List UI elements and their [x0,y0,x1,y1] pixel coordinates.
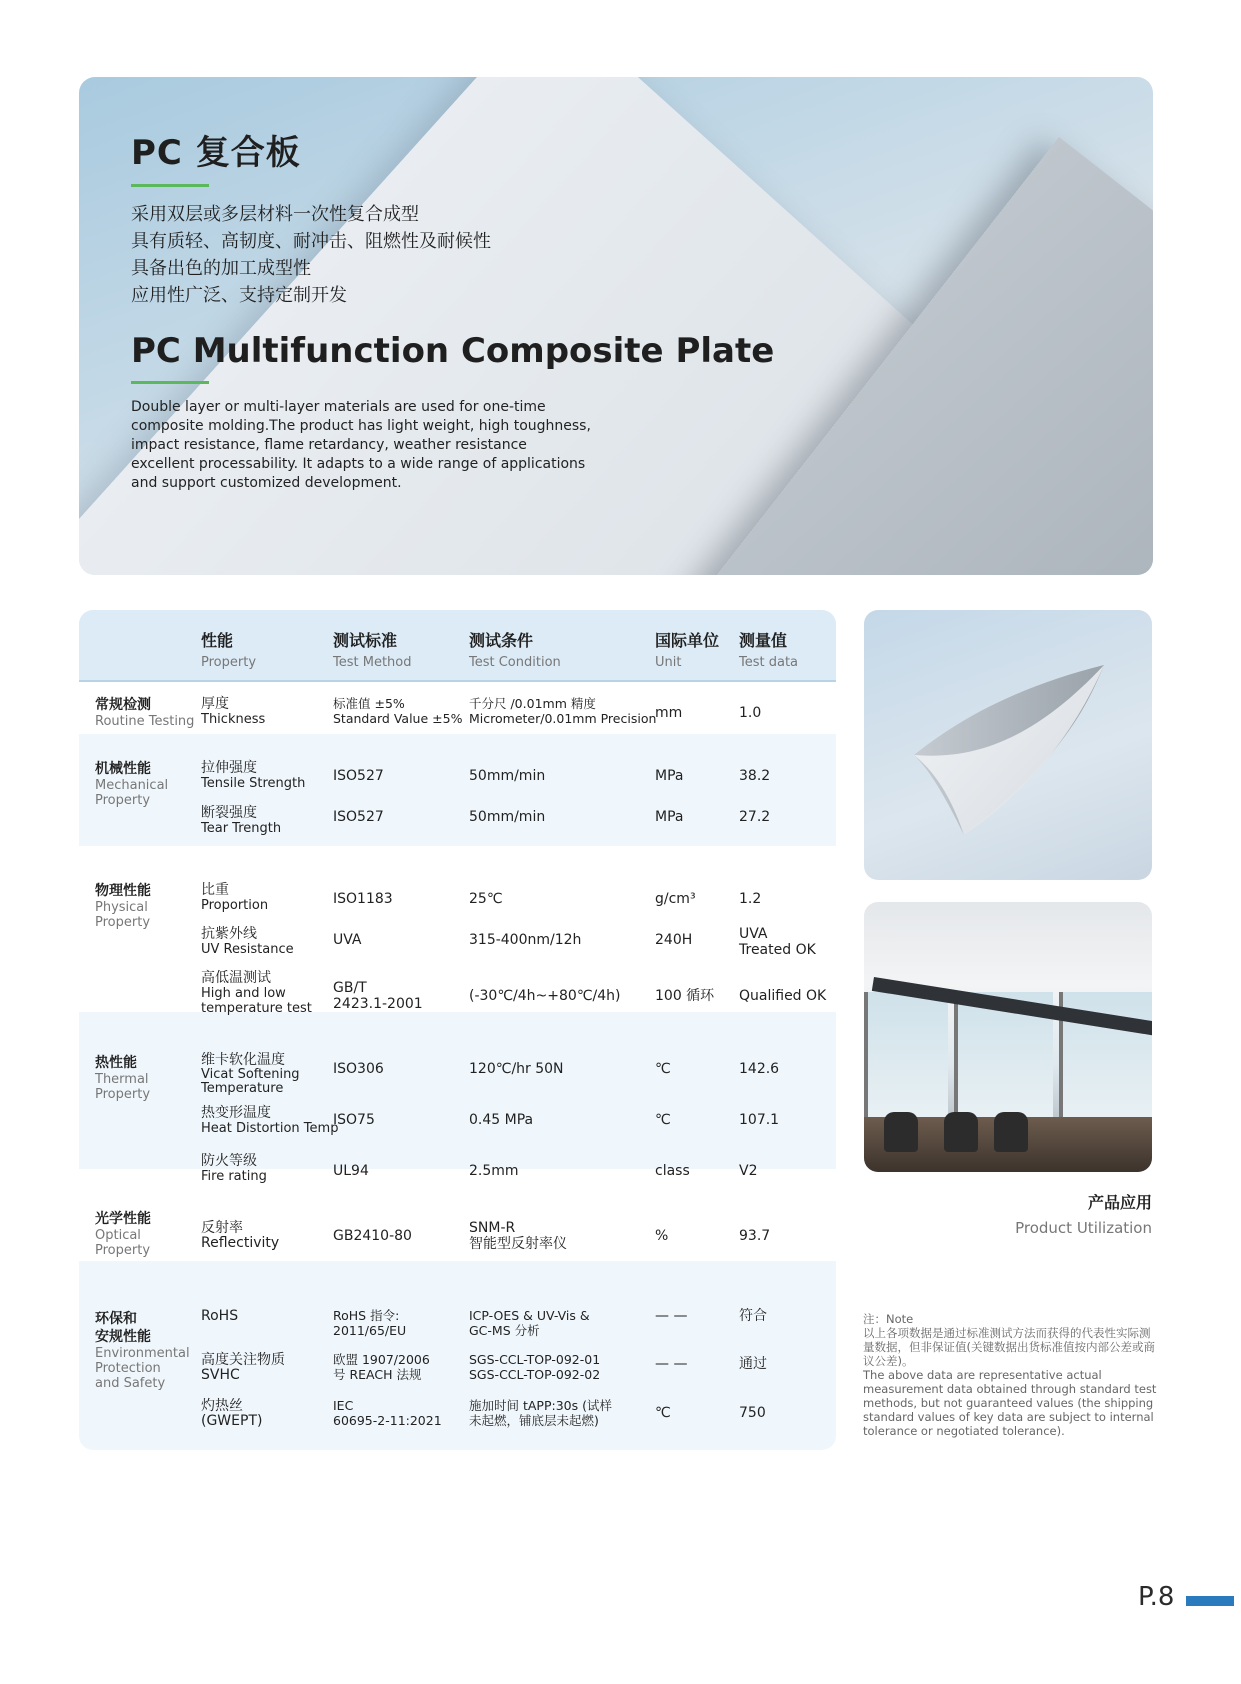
office-chair [994,1112,1028,1152]
row-svhc-value: 通过 [739,1356,767,1372]
row-svhc-unit: — — [655,1356,688,1372]
col-test-data: 测量值 Test data [739,631,799,670]
row-tear-method: ISO527 [333,809,384,825]
row-band-mechanical [79,734,836,846]
row-vicat-method: ISO306 [333,1061,384,1077]
row-rohs-method: RoHS 指令: 2011/65/EU [333,1308,407,1338]
row-proportion-value: 1.2 [739,891,762,907]
category-mechanical: 机械性能 Mechanical Property [95,761,169,808]
category-thermal: 热性能 Thermal Property [95,1055,151,1102]
title-cn: PC 复合板 [131,133,301,173]
row-tensile-value: 38.2 [739,768,771,784]
row-rohs-condition: ICP-OES & UV-Vis & GC-MS 分析 [469,1308,590,1338]
col-unit: 国际单位 Unit [655,631,720,670]
row-proportion-method: ISO1183 [333,891,393,907]
row-rohs-value: 符合 [739,1308,767,1324]
table-header [79,610,836,682]
category-optical: 光学性能 Optical Property [95,1211,151,1258]
category-routine: 常规检测 Routine Testing [95,697,195,729]
row-rohs-property: RoHS [201,1308,239,1324]
intro-en-line: and support customized development. [131,475,402,491]
product-utilization-caption: 产品应用 Product Utilization [1015,1193,1152,1237]
intro-cn-line: 应用性广泛、支持定制开发 [131,285,347,306]
row-uv-value: UVA Treated OK [739,926,816,958]
row-heat-distortion-method: ISO75 [333,1112,375,1128]
row-tear-unit: MPa [655,809,684,825]
product-sheet-image [864,610,1152,880]
application-office-image [864,902,1152,1172]
row-thickness-unit: mm [655,705,683,721]
office-chair [884,1112,918,1152]
row-thickness-condition: 千分尺 /0.01mm 精度 Micrometer/0.01mm Precision [469,696,657,726]
row-gwept-condition: 施加时间 tAPP:30s (试样 未起燃，铺底层未起燃) [469,1398,612,1428]
row-heat-distortion-property: 热变形温度 Heat Distortion Temp [201,1105,339,1136]
row-rohs-unit: — — [655,1308,688,1324]
intro-cn-line: 具备出色的加工成型性 [131,258,311,279]
row-fire-method: UL94 [333,1163,369,1179]
office-chair [944,1112,978,1152]
row-thickness-method: 标准值 ±5% Standard Value ±5% [333,696,463,726]
row-heat-distortion-unit: ℃ [655,1112,671,1128]
row-svhc-method: 欧盟 1907/2006 号 REACH 法规 [333,1352,430,1382]
row-temp-property: 高低温测试 High and low temperature test [201,970,312,1016]
row-temp-condition: (-30℃/4h~+80℃/4h) [469,988,621,1004]
row-proportion-condition: 25℃ [469,891,503,907]
row-band-environmental [79,1261,836,1450]
row-vicat-property: 维卡软化温度 Vicat Softening Temperature [201,1052,300,1096]
row-uv-unit: 240H [655,932,693,948]
row-uv-property: 抗紫外线 UV Resistance [201,926,294,957]
row-heat-distortion-condition: 0.45 MPa [469,1112,534,1128]
page-accent-bar [1186,1596,1234,1606]
intro-cn [131,201,774,309]
category-physical: 物理性能 Physical Property [95,883,151,930]
intro-en [131,398,601,493]
row-thickness-property: 厚度 Thickness [201,696,266,727]
row-reflectivity-condition: SNM-R 智能型反射率仪 [469,1220,567,1252]
row-temp-unit: 100 循环 [655,988,715,1004]
row-vicat-condition: 120℃/hr 50N [469,1061,564,1077]
col-test-condition: 测试条件 Test Condition [469,631,561,670]
title-underline [131,184,209,187]
intro-en-line: Double layer or multi-layer materials are used for one-time [131,399,546,415]
row-fire-unit: class [655,1163,690,1179]
row-vicat-unit: ℃ [655,1061,671,1077]
row-gwept-value: 750 [739,1405,766,1421]
row-gwept-unit: ℃ [655,1405,671,1421]
office-window [864,992,948,1122]
row-temp-value: Qualified OK [739,988,827,1004]
row-fire-property: 防火等级 Fire rating [201,1153,267,1184]
row-tear-condition: 50mm/min [469,809,546,825]
intro-cn-line: 采用双层或多层材料一次性复合成型 [131,204,419,225]
row-uv-method: UVA [333,932,362,948]
row-reflectivity-property: 反射率 Reflectivity [201,1220,280,1251]
col-property: 性能 Property [201,631,257,670]
row-gwept-method: IEC 60695-2-11:2021 [333,1398,442,1428]
row-svhc-condition: SGS-CCL-TOP-092-01 SGS-CCL-TOP-092-02 [469,1352,601,1382]
intro-cn-line: 具有质轻、高韧度、耐冲击、阻燃性及耐候性 [131,231,491,252]
row-reflectivity-value: 93.7 [739,1228,771,1244]
row-tensile-property: 拉伸强度 Tensile Strength [201,760,306,791]
row-uv-condition: 315-400nm/12h [469,932,582,948]
hero-text [131,125,774,493]
data-note: 注：Note 以上各项数据是通过标准测试方法而获得的代表性实际测 量数据，但非保证值(关键数据出货标准值按内部公差或商 议公差)。 The above data are representative actual measurement data obtained through standard test methods, but not guaranteed values (the shipping standard values of key data are subject to internal tolerance or negotiated tolerance). [863,1312,1157,1438]
property-table [79,610,836,1450]
row-temp-method: GB/T 2423.1-2001 [333,980,423,1012]
row-tensile-method: ISO527 [333,768,384,784]
intro-en-line: excellent processability. It adapts to a wide range of applications [131,456,586,472]
row-proportion-property: 比重 Proportion [201,882,269,913]
hero-banner [79,77,1153,575]
row-fire-value: V2 [739,1163,758,1179]
category-environmental: 环保和 安规性能 Environmental Protection and Safety [95,1311,190,1391]
col-test-method: 测试标准 Test Method [333,631,412,670]
row-tear-value: 27.2 [739,809,771,825]
row-vicat-value: 142.6 [739,1061,780,1077]
row-thickness-value: 1.0 [739,705,762,721]
row-proportion-unit: g/cm³ [655,891,696,907]
title-en: PC Multifunction Composite Plate [131,331,775,371]
page-number: P.8 [1138,1582,1175,1612]
row-tensile-condition: 50mm/min [469,768,546,784]
title-en-underline [131,381,209,384]
intro-en-line: composite molding.The product has light weight, high toughness, [131,418,591,434]
row-gwept-property: 灼热丝 (GWEPT) [201,1398,263,1429]
intro-en-line: impact resistance, flame retardancy, weather resistance [131,437,527,453]
row-tear-property: 断裂强度 Tear Trength [201,805,282,836]
row-svhc-property: 高度关注物质 SVHC [201,1352,285,1383]
row-band-thermal [79,1012,836,1169]
row-heat-distortion-value: 107.1 [739,1112,780,1128]
curled-sheet-illustration [904,645,1114,845]
row-fire-condition: 2.5mm [469,1163,519,1179]
row-tensile-unit: MPa [655,768,684,784]
row-reflectivity-unit: % [655,1228,669,1244]
row-reflectivity-method: GB2410-80 [333,1228,412,1244]
